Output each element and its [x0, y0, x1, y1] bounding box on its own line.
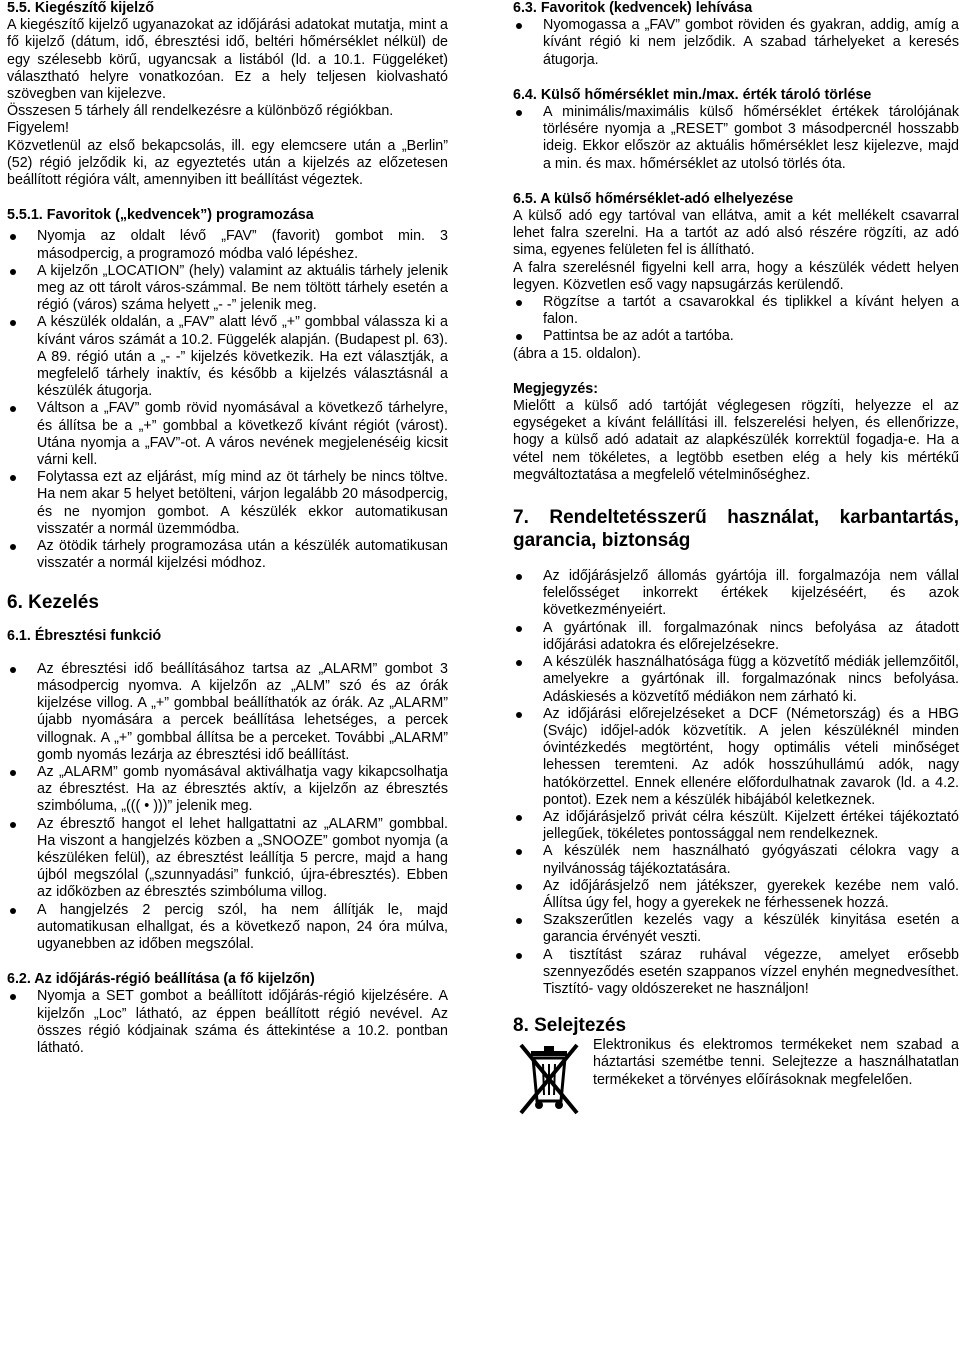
heading-7: 7. Rendeltetésszerű használat, karbantartás, garancia, biztonság [513, 507, 959, 552]
list-item: Nyomogassa a „FAV” gombot röviden és gyakran, addig, amíg a kívánt régió ki nem jelződik. A szabad tárhelyeket a keresés átugorja. [513, 17, 959, 69]
list-item: Az időjárásjelző privát célra készült. Kijelzett értékei tájékoztató jellegűek, tökéletes pontossággal nem rendelkeznek. [513, 809, 959, 843]
bullet-icon [10, 822, 16, 828]
bullet-icon [516, 626, 522, 632]
warning-label: Figyelem! [7, 120, 69, 137]
bullet-icon [10, 994, 16, 1000]
list-item: Rögzítse a tartót a csavarokkal és tiplikkel a kívánt helyen a falon. [513, 294, 959, 328]
list-item: A gyártónak ill. forgalmazónak nincs befolyása az átadott időjárási adatokra és előrejelzésekre. [513, 620, 959, 654]
list-item: Az ébresztési idő beállításához tartsa az „ALARM” gombot 3 másodpercig nyomva. A kijelzőn az „ALM” szó és az órák kijelzése villog. A „+” gombbal beállíthatók az órák. Az „ALARM” újabb nyomására a percek beállítása lehetséges, a percek villognak. A „+” gombbal állítsa be a perceket. További „ALARM” gomb nyomás lezárja az ébresztési idő beállítást. [7, 661, 448, 764]
bullet-list [7, 661, 448, 953]
paragraph: Elektronikus és elektromos termékeket nem szabad a háztartási szemétbe tenni. Selejtezze a használhatatlan termékeket a törvényes előírásoknak megfelelően. [593, 1037, 959, 1088]
list-item: Az időjárásjelző nem játékszer, gyerekek kezébe nem való. Állítsa úgy fel, hogy a gyerekek ne férhessenek hozzá. [513, 878, 959, 912]
heading-5-5-1: 5.5.1. Favoritok („kedvencek”) programozása [7, 207, 314, 224]
section-8 [513, 1014, 959, 1121]
paragraph: A kiegészítő kijelző ugyanazokat az időjárási adatokat mutatja, mint a fő kijelző (dátum, idő, ébresztési idő, beltéri hőmérséklet nélkül) de egy szélesebb körű, ugyancsak a listából (ld. a 10.1. Függeléket) választható helyre vonatkozóan. Ez a hely teljesen kiolvasható szövegben van kijelezve. [7, 17, 448, 103]
list-item: Szakszerűtlen kezelés vagy a készülék kinyitása esetén a garancia érvényét veszti. [513, 912, 959, 946]
bullet-icon [516, 574, 522, 580]
section-7 [513, 506, 959, 998]
paragraph: (ábra a 15. oldalon). [513, 345, 641, 362]
list-item: Folytassa ezt az eljárást, míg mind az öt tárhely be nincs töltve. Ha nem akar 5 helyet betölteni, várjon legalább 20 másodpercig, és ne nyomjon gombot. A készülék ekkor automatikusan visszatér a normál üzemmódba. [7, 469, 448, 538]
heading-6-3: 6.3. Favoritok (kedvencek) lehívása [513, 0, 753, 16]
list-item: Pattintsa be az adót a tartóba. [513, 328, 959, 345]
list-item: A kijelzőn „LOCATION” (hely) valamint az aktuális tárhely jelenik meg az ott tárolt város-számmal. Be nem töltött tárhely esetén a régió (város) száma helyett „- -” jelenik meg. [7, 263, 448, 315]
bullet-icon [516, 660, 522, 666]
bullet-icon [516, 953, 522, 959]
section-6-3 [513, 0, 959, 69]
list-item: Az ébresztő hangot el lehet hallgattatni az „ALARM” gombbal. Ha viszont a hangjelzés közben a „SNOOZE” gombot nyomja (a készüléken felül), az ébresztést leállítja 5 percre, majd a hang újból megszólal („szunnyadási” funkció, újra-ébresztés). Ebben az időközben az ébresztés szimbóluma villog. [7, 816, 448, 902]
section-6-4 [513, 87, 959, 173]
bullet-icon [10, 770, 16, 776]
list-item: Az időjárási előrejelzéseket a DCF (Németország) és a HBG (Svájc) időjel-adók közvetítik. A jelen készüléknél minden óvintézkedés megtörtént, hogy optimális vételi minőséget lehessen teremteni. Az adók hosszúhullámú adók, nagy hatókörzettel. Ennek ellenére előfordulhatnak zavarok (ld. a 4.2. pontot). Ezek nem a készülék hibájából keletkeznek. [513, 706, 959, 809]
bullet-list [7, 988, 448, 1057]
list-item: Nyomja az oldalt lévő „FAV” (favorit) gombot min. 3 másodpercig, a programozó módba való lépéshez. [7, 228, 448, 262]
bullet-icon [516, 884, 522, 890]
paragraph: A külső adó egy tartóval van ellátva, amit a két mellékelt csavarral lehet falra szerelni. Ha a tartót az adó alsó részére rögzíti, az adó sima, egyenes felületen fel is állítható. [513, 208, 959, 259]
heading-6-4: 6.4. Külső hőmérséklet min./max. érték tároló törlése [513, 86, 872, 103]
list-item: Az ötödik tárhely programozása után a készülék automatikusan visszatér a normál kijelzési módhoz. [7, 538, 448, 572]
bullet-icon [516, 110, 522, 116]
bullet-icon [516, 849, 522, 855]
bullet-icon [10, 269, 16, 275]
paragraph: Összesen 5 tárhely áll rendelkezésre a különböző régiókban. [7, 103, 394, 120]
bullet-list [513, 104, 959, 173]
list-item: A minimális/maximális külső hőmérséklet értékek tárolójának törlésére nyomja a „RESET” gombot 3 másodpercnél hosszabb ideig. Ekkor először az aktuális hőmérséklet lesz kijelezve, majd a min. és max. hőmérséklet az utolsó törlés óta. [513, 104, 959, 173]
paragraph: A falra szerelésnél figyelni kell arra, hogy a készülék védett helyen legyen. Közvetlen eső vagy napsugárzás kerülendő. [513, 259, 959, 293]
bullet-icon [516, 334, 522, 340]
bullet-icon [516, 918, 522, 924]
heading-6-2: 6.2. Az időjárás-régió beállítása (a fő kijelzőn) [7, 971, 315, 988]
heading-6-1: 6.1. Ébresztési funkció [7, 627, 162, 644]
heading-6-5: 6.5. A külső hőmérséklet-adó elhelyezése [513, 190, 794, 207]
paragraph: Közvetlenül az első bekapcsolás, ill. egy elemcsere után a „Berlin” (52) régió jelződik ki, az egyeztetés után a kijelzés az előzetesen beállított régióra vált, amennyiben itt beállítást végeztek. [7, 137, 448, 189]
left-column [7, 0, 448, 1057]
bullet-icon [10, 544, 16, 550]
list-item: A tisztítást száraz ruhával végezze, amelyet erősebb szennyeződés esetén szappanos vízzel enyhén megnedvesíthet. Tisztító- vagy oldószereket ne használjon! [513, 947, 959, 999]
bullet-icon [10, 667, 16, 673]
bullet-list [7, 228, 448, 572]
heading-6: 6. Kezelés [7, 591, 99, 613]
list-item: A készülék nem használható gyógyászati célokra vagy a nyilvánosság tájékoztatására. [513, 843, 959, 877]
section-5-5 [7, 0, 448, 189]
list-item: A hangjelzés 2 percig szól, ha nem állítják le, majd automatikusan elhallgat, és a következő napon, 24 óra múlva, ugyanebben az időben megszólal. [7, 902, 448, 954]
note-heading: Megjegyzés: [513, 380, 599, 397]
bullet-list [513, 17, 959, 69]
bullet-list [513, 294, 959, 346]
bullet-icon [10, 406, 16, 412]
list-item: Az időjárásjelző állomás gyártója ill. forgalmazója nem vállal felelősséget inkorrekt értékek kijelzéséért, és azok következményeiért. [513, 568, 959, 620]
list-item: Nyomja a SET gombot a beállított időjárás-régió kijelzésére. A kijelzőn „Loc” látható, az éppen beállított régió nevével. Az összes régió kódjainak száma és áttekintése a 10.2. pontban látható. [7, 988, 448, 1057]
bullet-icon [10, 475, 16, 481]
section-5-5-1 [7, 207, 448, 572]
bullet-icon [516, 23, 522, 29]
bullet-icon [516, 712, 522, 718]
bullet-icon [10, 234, 16, 240]
list-item: Váltson a „FAV” gomb rövid nyomásával a következő tárhelyre, és állítsa be a „+” gombbal a következő kívánt régiót (várost). Utána nyomja a „FAV”-ot. A város nevének megjelenéséig kicsit várni kell. [7, 400, 448, 469]
paragraph: Mielőtt a külső adó tartóját véglegesen rögzíti, helyezze el az egységeket a kívánt felállítási ill. felszerelési helyen, és ellenőrizze, hogy a külső adó adatait az alapkészülék korrektül fogadja-e. Ha a vétel nem tökéletes, a legtöbb esetben elég a hely kis mértékű megváltoztatása a megfelelő vételminőséghez. [513, 398, 959, 483]
bullet-icon [516, 300, 522, 306]
section-6-1 [7, 628, 448, 954]
list-item: A készülék oldalán, a „FAV” alatt lévő „+” gombbal válassza ki a kívánt város számát a 10.2. Függelék alapján. (Budapest pl. 63). A 89. régió után a „- -” kijelzés következik. Ha ezt választják, a megfelelő tárhely inaktív, és később a kijelzés választásnál a készülék átugorja. [7, 314, 448, 400]
bullet-icon [10, 908, 16, 914]
bullet-list [513, 568, 959, 998]
list-item: Az „ALARM” gomb nyomásával aktiválhatja vagy kikapcsolhatja az ébresztést. Ha az ébresztés aktív, a kijelzőn az ébresztés szimbóluma, „((( • )))” jelenik meg. [7, 764, 448, 816]
list-item: A készülék használhatósága függ a közvetítő médiák jellemzőitől, amelyekre a gyártónak ill. forgalmazónak nincs befolyása. Adáskiesés a közvetítő médiákon nem zárható ki. [513, 654, 959, 706]
note-section [513, 381, 959, 484]
bullet-icon [10, 320, 16, 326]
heading-5-5: 5.5. Kiegészítő kijelző [7, 0, 154, 16]
section-6-2 [7, 971, 448, 1057]
disposal-block [513, 1037, 959, 1121]
crossed-out-bin-icon [513, 1037, 585, 1121]
section-6-5 [513, 191, 959, 363]
bullet-icon [516, 815, 522, 821]
right-column [513, 0, 959, 1121]
heading-8: 8. Selejtezés [513, 1015, 627, 1037]
